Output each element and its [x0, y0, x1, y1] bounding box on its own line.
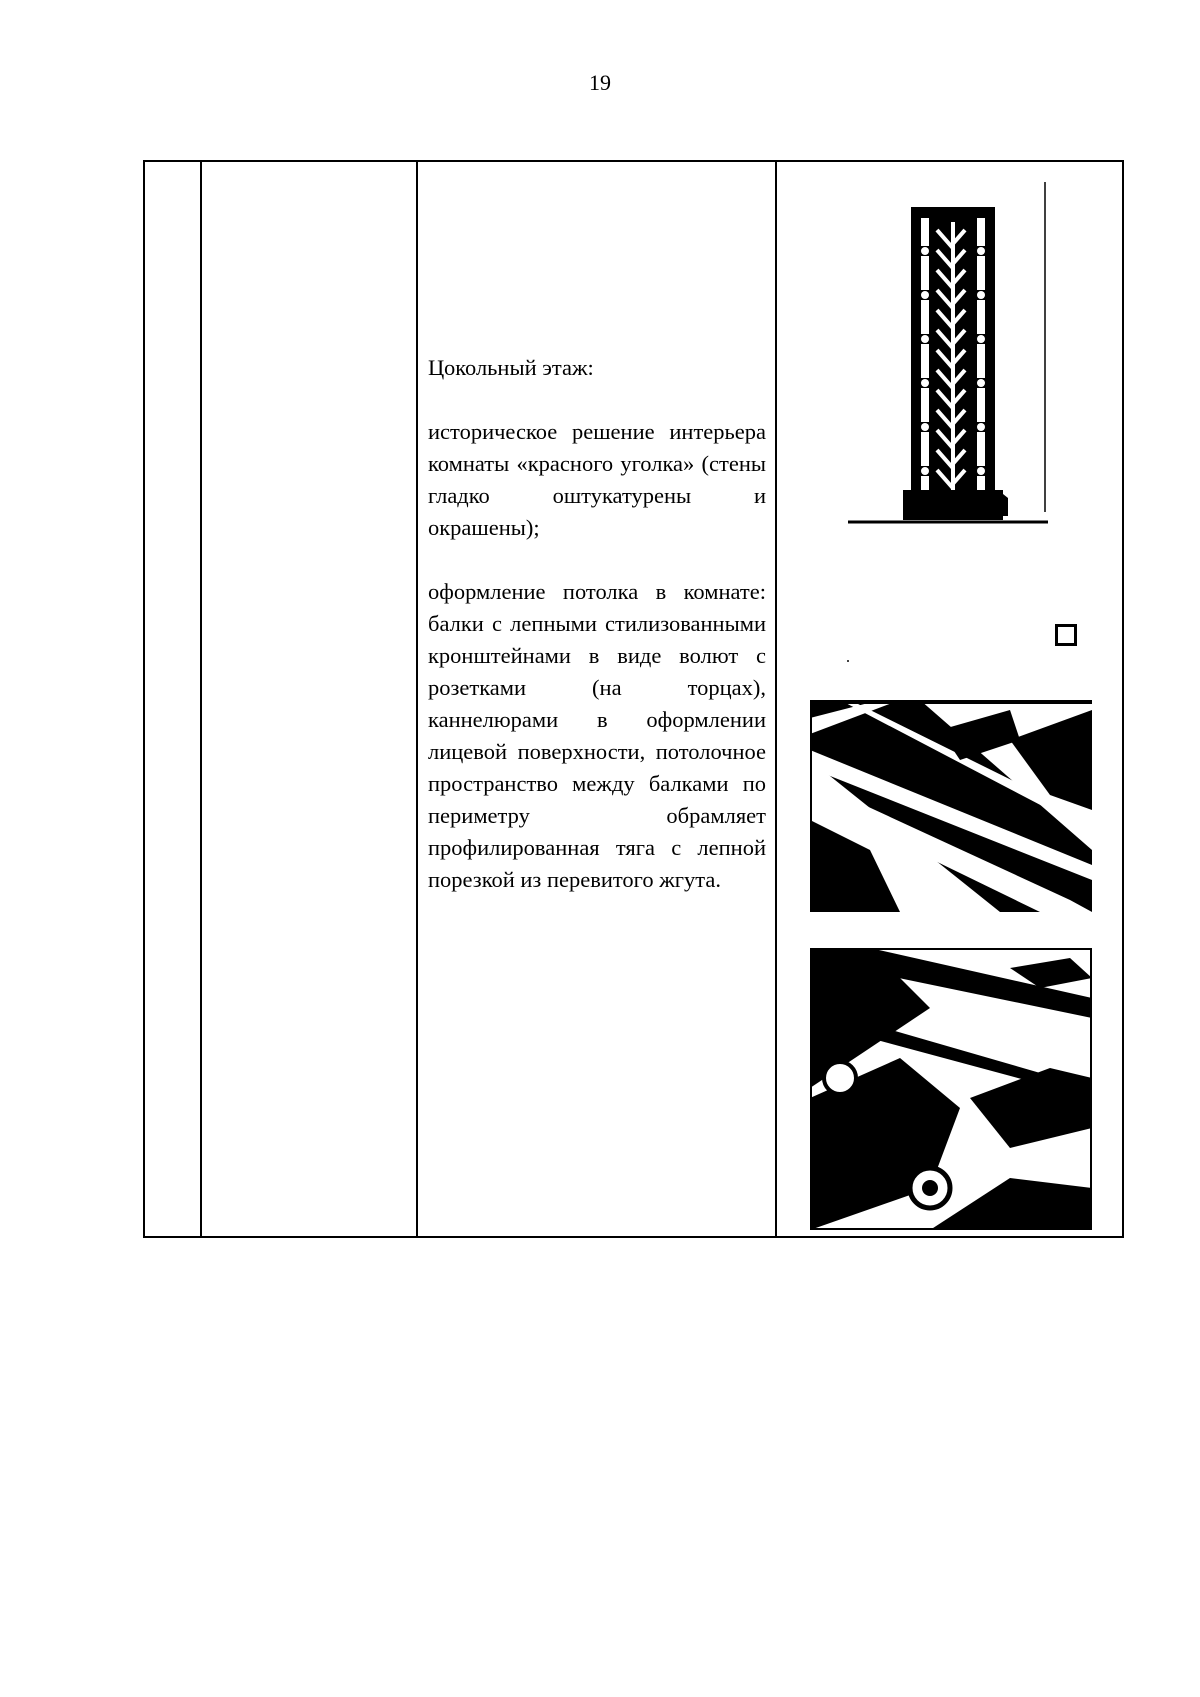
table-column-border	[1122, 160, 1124, 1238]
floor-heading: Цокольный этаж:	[428, 355, 594, 380]
description-cell	[428, 352, 766, 896]
table-column-border	[775, 160, 777, 1238]
table-column-border	[416, 160, 418, 1238]
table-column-border	[143, 160, 145, 1238]
description-paragraph: оформление потолка в комнате: балки с лепными стилизованными кронштейнами в виде волют с розетками (на торцах), каннелюрами в оформлении лицевой поверхности, потолочное пространство между балками по периметру обрамляет профилированная тяга с лепной порезкой из перевитого жгута.	[428, 579, 766, 892]
scan-dot	[847, 660, 849, 662]
checkbox-marker	[1055, 624, 1077, 646]
page-number: 19	[589, 70, 611, 95]
table-column-border	[200, 160, 202, 1238]
bracket-volute-photo	[810, 948, 1092, 1230]
ceiling-beam-photo	[810, 700, 1092, 912]
ornament-pilaster-icon	[843, 160, 1056, 545]
table-bottom-border	[143, 1236, 1124, 1238]
description-paragraph: историческое решение интерьера комнаты «красного уголка» (стены гладко оштукатурены и окрашены);	[428, 419, 766, 540]
